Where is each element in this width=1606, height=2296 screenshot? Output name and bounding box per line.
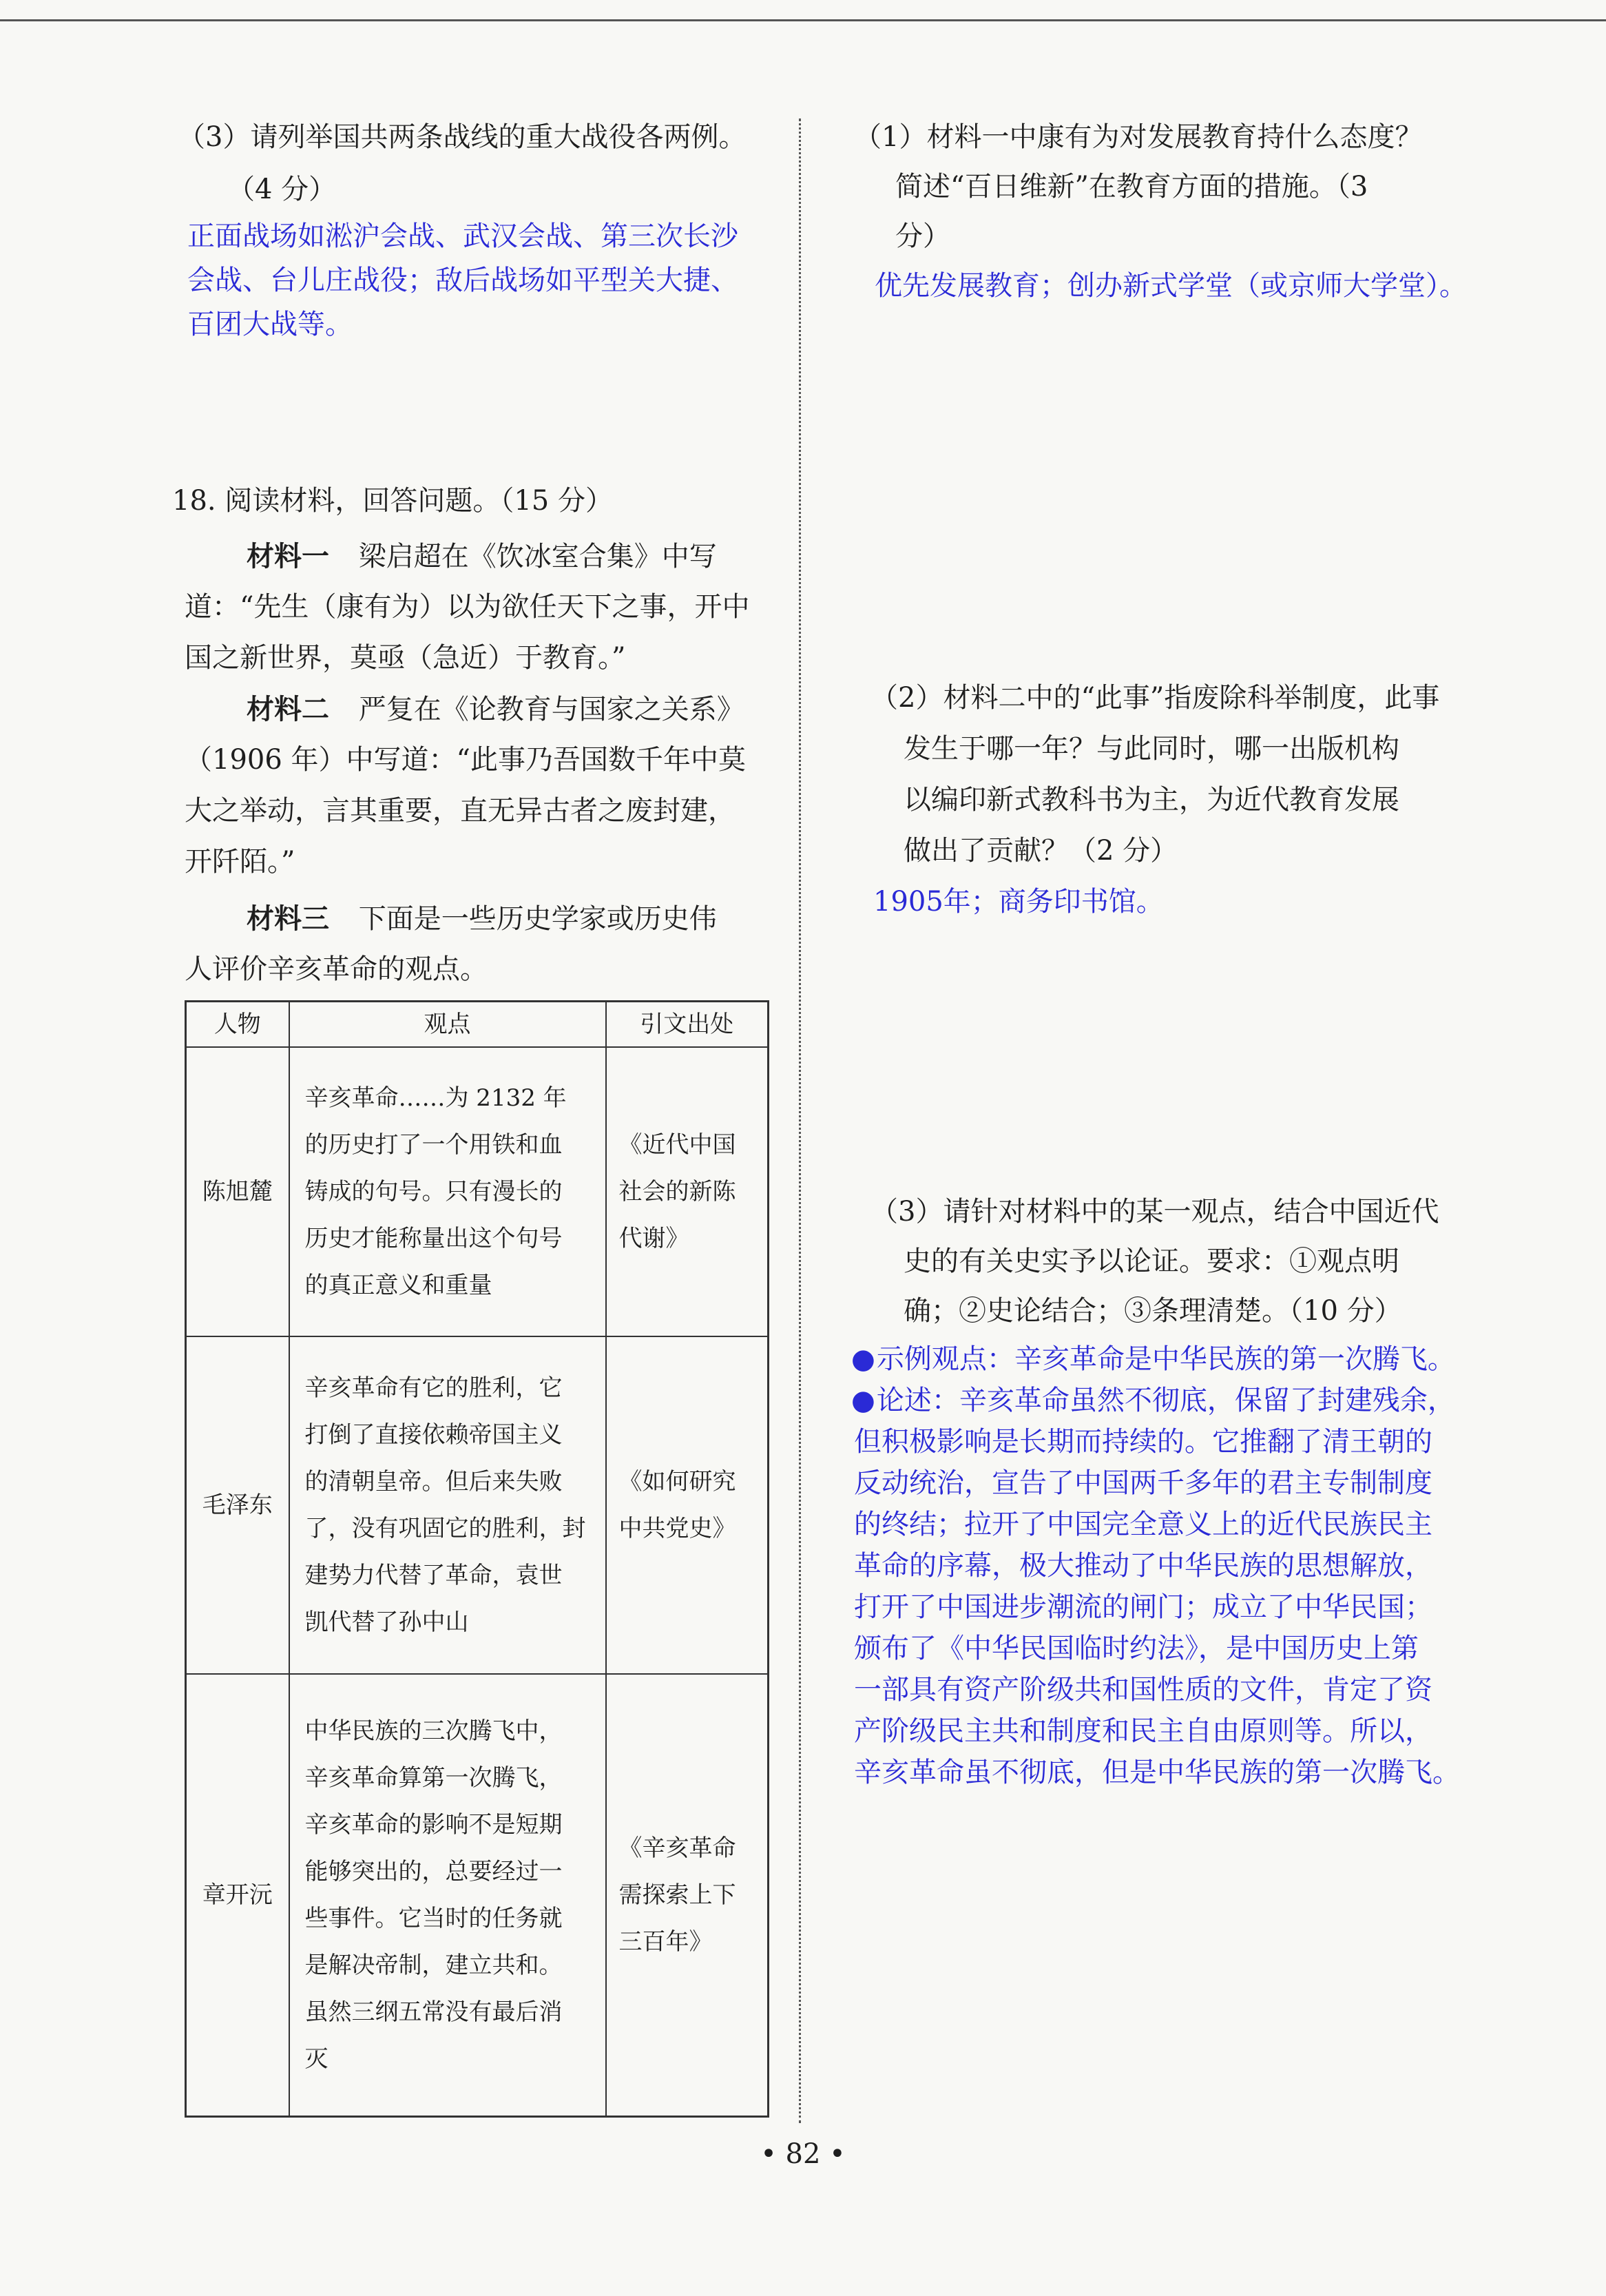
page-number: • 82 • (760, 2138, 846, 2170)
material-3-label: 材料三 (247, 902, 329, 935)
material-1-line-3: 国之新世界，莫亟（急近）于教育。” (185, 642, 626, 674)
material-2-label: 材料二 (247, 693, 329, 725)
q3-answer-line: 产阶级民主共和制度和民主自由原则等。所以， (854, 1715, 1432, 1747)
source-line: 代谢》 (618, 1225, 689, 1252)
q3-answer-viewpoint (851, 1343, 1455, 1376)
material-2-line-3: 大之举动，言其重要，直无异古者之废封建， (185, 795, 736, 827)
material-2 (247, 693, 744, 726)
material-3-line-2: 人评价辛亥革命的观点。 (185, 953, 488, 985)
view-line: 凯代替了孙中山 (304, 1609, 469, 1636)
q17-3-question: （3）请列举国共两条战线的重大战役各两例。 (178, 121, 747, 153)
q3-answer-line: 一部具有资产阶级共和国性质的文件，肯定了资 (854, 1674, 1432, 1706)
header-person: 人物 (186, 1002, 289, 1048)
source-line: 三百年》 (618, 1928, 713, 1956)
q3-answer-viewpoint-text: 示例观点：辛亥革命是中华民族的第一次腾飞。 (876, 1343, 1455, 1375)
material-3 (247, 902, 717, 935)
source-line: 《如何研究 (618, 1468, 736, 1496)
material-1-label: 材料一 (247, 540, 329, 572)
q17-3-answer-line-3: 百团大战等。 (187, 309, 353, 340)
bullet-icon: ● (851, 1343, 875, 1375)
historians-table (185, 1000, 769, 2118)
q3-answer-line: 的终结；拉开了中国完全意义上的近代民族民主 (854, 1509, 1432, 1540)
q1-line-3: 分） (895, 220, 950, 252)
q3-line-2: 史的有关史实予以论证。要求：①观点明 (904, 1245, 1399, 1277)
source-line: 社会的新陈 (618, 1178, 736, 1206)
q3-line-3: 确；②史论结合；③条理清楚。（10 分） (904, 1295, 1402, 1327)
source-cell (606, 1047, 769, 1336)
view-line: 的历史打了一个用铁和血 (304, 1131, 563, 1159)
person-name: 章开沅 (186, 1674, 289, 2117)
q3-answer-line: 辛亥革命虽不彻底，但是中华民族的第一次腾飞。 (854, 1757, 1460, 1788)
q1-answer: 优先发展教育；创办新式学堂（或京师大学堂）。 (875, 270, 1467, 302)
material-3-line-1: 下面是一些历史学家或历史伟 (358, 903, 717, 935)
q3-answer-line: 打开了中国进步潮流的闸门；成立了中华民国； (854, 1591, 1432, 1623)
view-line: 灭 (304, 2045, 328, 2073)
q3-answer-argument-text: 论述：辛亥革命虽然不彻底，保留了封建残余， (876, 1385, 1455, 1416)
table-row (186, 1674, 769, 2117)
view-line: 是解决帝制，建立共和。 (304, 1952, 563, 1979)
q2-line-1: （2）材料二中的“此事”指废除科举制度，此事 (870, 682, 1440, 714)
view-cell (289, 1336, 606, 1674)
q17-3-answer-line-2: 会战、台儿庄战役；敌后战场如平型关大捷、 (187, 265, 738, 296)
source-line: 需探索上下 (618, 1881, 736, 1909)
view-line: 能够突出的，总要经过一 (304, 1858, 563, 1885)
view-line: 辛亥革命有它的胜利，它 (304, 1374, 563, 1402)
q1-line-1: （1）材料一中康有为对发展教育持什么态度？ (854, 121, 1423, 153)
view-line: 些事件。它当时的任务就 (304, 1905, 563, 1932)
q2-answer: 1905年；商务印书馆。 (873, 886, 1164, 918)
view-line: 打倒了直接依赖帝国主义 (304, 1421, 563, 1449)
q3-answer-line: 革命的序幕，极大推动了中华民族的思想解放， (854, 1550, 1432, 1582)
view-line: 虽然三纲五常没有最后消 (304, 1998, 563, 2026)
view-line: 了，没有巩固它的胜利，封 (304, 1515, 586, 1542)
view-line: 辛亥革命的影响不是短期 (304, 1811, 563, 1839)
header-view: 观点 (289, 1002, 606, 1048)
view-cell (289, 1047, 606, 1336)
q3-answer-argument (851, 1385, 1455, 1417)
header-source: 引文出处 (606, 1002, 769, 1048)
table-row (186, 1336, 769, 1674)
material-1 (247, 540, 717, 573)
view-line: 辛亥革命算第一次腾飞， (304, 1764, 563, 1792)
source-cell (606, 1336, 769, 1674)
column-divider (799, 118, 801, 2123)
view-line: 中华民族的三次腾飞中， (304, 1717, 563, 1745)
q3-answer-line: 颁布了《中华民国临时约法》，是中国历史上第 (854, 1633, 1419, 1664)
person-name: 陈旭麓 (186, 1047, 289, 1336)
q1-line-2: 简述“百日维新”在教育方面的措施。（3 (895, 171, 1368, 203)
material-1-line-2: 道：“先生（康有为）以为欲任天下之事，开中 (185, 591, 750, 623)
top-rule (0, 19, 1606, 21)
q18-title: 18. 阅读材料，回答问题。（15 分） (172, 485, 613, 517)
source-line: 中共党史》 (618, 1515, 736, 1542)
q3-answer-line: 反动统治，宣告了中国两千多年的君主专制制度 (854, 1467, 1432, 1499)
source-line: 《辛亥革命 (618, 1834, 736, 1862)
q17-3-points: （4 分） (227, 174, 337, 205)
q3-answer-line: 但积极影响是长期而持续的。它推翻了清王朝的 (854, 1426, 1432, 1458)
material-2-line-1: 严复在《论教育与国家之关系》 (358, 694, 744, 725)
view-cell (289, 1674, 606, 2117)
q2-line-4: 做出了贡献？（2 分） (904, 835, 1178, 867)
view-line: 辛亥革命……为 2132 年 (304, 1084, 567, 1112)
view-line: 的真正意义和重量 (304, 1272, 492, 1299)
source-line: 《近代中国 (618, 1131, 736, 1159)
q2-line-2: 发生于哪一年？与此同时，哪一出版机构 (904, 733, 1399, 765)
material-2-line-4: 开阡陌。” (185, 846, 295, 878)
source-cell (606, 1674, 769, 2117)
q17-3-answer-line-1: 正面战场如淞沪会战、武汉会战、第三次长沙 (187, 220, 738, 252)
person-name: 毛泽东 (186, 1336, 289, 1674)
bullet-icon: ● (851, 1385, 875, 1416)
q2-line-3: 以编印新式教科书为主，为近代教育发展 (904, 784, 1399, 816)
table-header-row (186, 1002, 769, 1048)
view-line: 铸成的句号。只有漫长的 (304, 1178, 563, 1206)
view-line: 建势力代替了革命，袁世 (304, 1562, 563, 1589)
view-line: 历史才能称量出这个句号 (304, 1225, 563, 1252)
q3-line-1: （3）请针对材料中的某一观点，结合中国近代 (870, 1196, 1439, 1228)
material-1-line-1: 梁启超在《饮冰室合集》中写 (358, 541, 717, 572)
material-2-line-2: （1906 年）中写道：“此事乃吾国数千年中莫 (185, 744, 746, 776)
table-row (186, 1047, 769, 1336)
view-line: 的清朝皇帝。但后来失败 (304, 1468, 563, 1496)
